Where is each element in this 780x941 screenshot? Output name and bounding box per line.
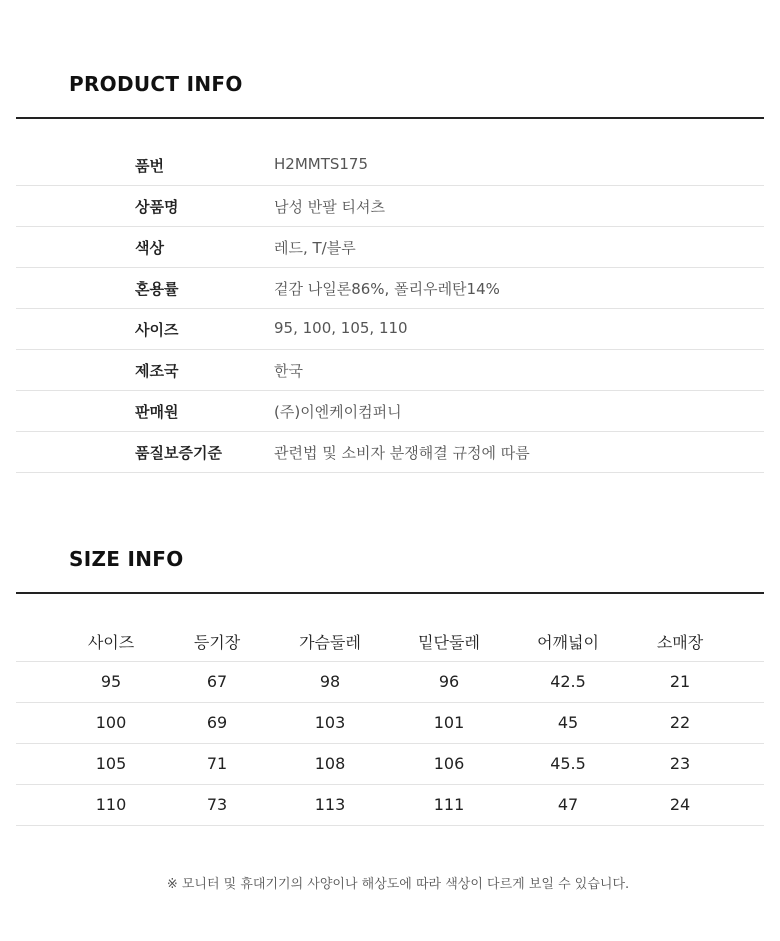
- info-label: 사이즈: [135, 321, 179, 339]
- table-cell: 73: [206, 795, 228, 814]
- table-cell: 21: [669, 672, 691, 691]
- table-cell: 42.5: [550, 672, 586, 691]
- info-row-color: [16, 227, 764, 268]
- header-cell-shoulder: 어깨넓이: [537, 633, 599, 652]
- product-info-table: [16, 145, 764, 473]
- size-table-row: [16, 744, 764, 785]
- info-label: 색상: [135, 239, 164, 257]
- info-value: 한국: [274, 362, 303, 380]
- header-cell-length: 등기장: [193, 633, 241, 652]
- header-cell-sleeve: 소매장: [656, 633, 704, 652]
- info-value: (주)이엔케이컴퍼니: [274, 403, 402, 421]
- product-info-title: PRODUCT INFO: [69, 72, 243, 96]
- table-cell: 101: [433, 713, 465, 732]
- size-table-row: [16, 785, 764, 826]
- info-label: 품번: [135, 157, 164, 175]
- table-cell: 111: [433, 795, 465, 814]
- table-cell: 23: [669, 754, 691, 773]
- size-table-header: [16, 620, 764, 662]
- size-info-divider: [16, 592, 764, 594]
- table-cell: 98: [319, 672, 341, 691]
- table-cell: 108: [314, 754, 346, 773]
- table-cell: 69: [206, 713, 228, 732]
- table-cell: 106: [433, 754, 465, 773]
- table-cell: 24: [669, 795, 691, 814]
- product-info-divider: [16, 117, 764, 119]
- info-row-seller: [16, 391, 764, 432]
- table-cell: 113: [314, 795, 346, 814]
- table-cell: 45.5: [550, 754, 586, 773]
- info-row-sizes: [16, 309, 764, 350]
- header-cell-hem: 밑단둘레: [418, 633, 480, 652]
- info-row-product-name: [16, 186, 764, 227]
- info-row-product-code: [16, 145, 764, 186]
- table-cell: 71: [206, 754, 228, 773]
- info-label: 상품명: [135, 198, 179, 216]
- info-label: 제조국: [135, 362, 179, 380]
- table-cell: 103: [314, 713, 346, 732]
- table-cell: 22: [669, 713, 691, 732]
- header-cell-chest: 가슴둘레: [299, 633, 361, 652]
- info-label: 혼용률: [135, 280, 179, 298]
- table-cell: 110: [95, 795, 127, 814]
- table-cell: 105: [95, 754, 127, 773]
- info-row-origin: [16, 350, 764, 391]
- size-table-row: [16, 662, 764, 703]
- info-value: H2MMTS175: [274, 155, 369, 173]
- table-cell: 96: [438, 672, 460, 691]
- info-value: 레드, T/블루: [274, 239, 356, 257]
- info-value: 겉감 나일론86%, 폴리우레탄14%: [274, 280, 500, 298]
- table-cell: 47: [557, 795, 579, 814]
- table-cell: 45: [557, 713, 579, 732]
- table-cell: 95: [100, 672, 122, 691]
- info-row-warranty: [16, 432, 764, 473]
- info-row-material: [16, 268, 764, 309]
- info-value: 95, 100, 105, 110: [274, 319, 408, 337]
- table-cell: 67: [206, 672, 228, 691]
- info-label: 품질보증기준: [135, 444, 222, 462]
- size-info-title: SIZE INFO: [69, 547, 184, 571]
- info-value: 관련법 및 소비자 분쟁해결 규정에 따름: [274, 444, 530, 462]
- info-label: 판매원: [135, 403, 179, 421]
- table-cell: 100: [95, 713, 127, 732]
- color-disclaimer: ※ 모니터 및 휴대기기의 사양이나 해상도에 따라 색상이 다르게 보일 수 있습니다.: [166, 877, 630, 892]
- size-table: [16, 620, 764, 826]
- size-table-row: [16, 703, 764, 744]
- info-value: 남성 반팔 티셔츠: [274, 198, 385, 216]
- header-cell-size: 사이즈: [87, 633, 135, 652]
